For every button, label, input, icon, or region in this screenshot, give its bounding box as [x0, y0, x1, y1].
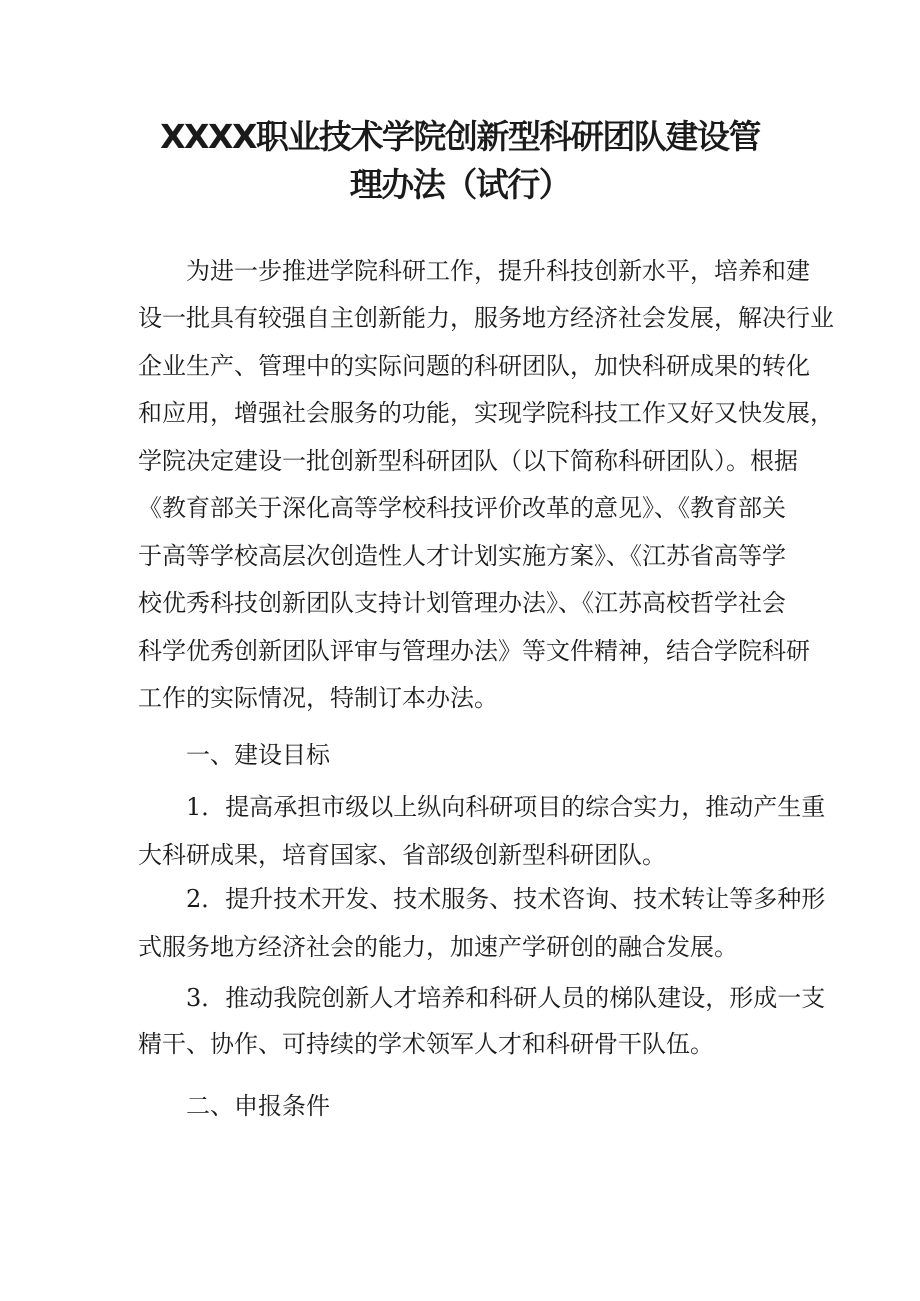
intro-line-3: 企业生产、管理中的实际问题的科研团队，加快科研成果的转化 — [138, 352, 810, 380]
goal-item-1-line-1: 1．提高承担市级以上纵向科研项目的综合实力，推动产生重 — [186, 793, 826, 821]
intro-line-9: 科学优秀创新团队评审与管理办法》等文件精神，结合学院科研 — [138, 637, 810, 665]
document-title-line-1: XXXX职业技术学院创新型科研团队建设管 — [160, 117, 760, 156]
goal-item-3-line-2: 精干、协作、可持续的学术领军人才和科研骨干队伍。 — [138, 1030, 714, 1058]
goal-item-1-line-2: 大科研成果，培育国家、省部级创新型科研团队。 — [138, 841, 666, 869]
intro-line-4: 和应用，增强社会服务的功能，实现学院科技工作又好又快发展， — [138, 399, 834, 427]
intro-line-10: 工作的实际情况，特制订本办法。 — [138, 684, 498, 712]
goal-item-2-line-2: 式服务地方经济社会的能力，加速产学研创的融合发展。 — [138, 933, 738, 961]
goal-item-2-line-1: 2．提升技术开发、技术服务、技术咨询、技术转让等多种形 — [186, 885, 826, 913]
document-title-line-2: 理办法（试行） — [349, 165, 571, 204]
goal-item-3-line-1: 3．推动我院创新人才培养和科研人员的梯队建设，形成一支 — [186, 984, 826, 1012]
intro-line-5: 学院决定建设一批创新型科研团队（以下简称科研团队）。根据 — [138, 447, 798, 475]
intro-line-2: 设一批具有较强自主创新能力，服务地方经济社会发展，解决行业 — [138, 304, 834, 332]
intro-line-8: 校优秀科技创新团队支持计划管理办法》、《江苏高校哲学社会 — [138, 589, 786, 617]
intro-line-7: 于高等学校高层次创造性人才计划实施方案》、《江苏省高等学 — [138, 542, 786, 570]
section-heading-goals: 一、建设目标 — [186, 741, 330, 769]
intro-line-6: 《教育部关于深化高等学校科技评价改革的意见》、《教育部关 — [138, 494, 786, 522]
intro-line-1: 为进一步推进学院科研工作，提升科技创新水平，培养和建 — [186, 257, 810, 285]
section-heading-application: 二、申报条件 — [186, 1092, 330, 1120]
